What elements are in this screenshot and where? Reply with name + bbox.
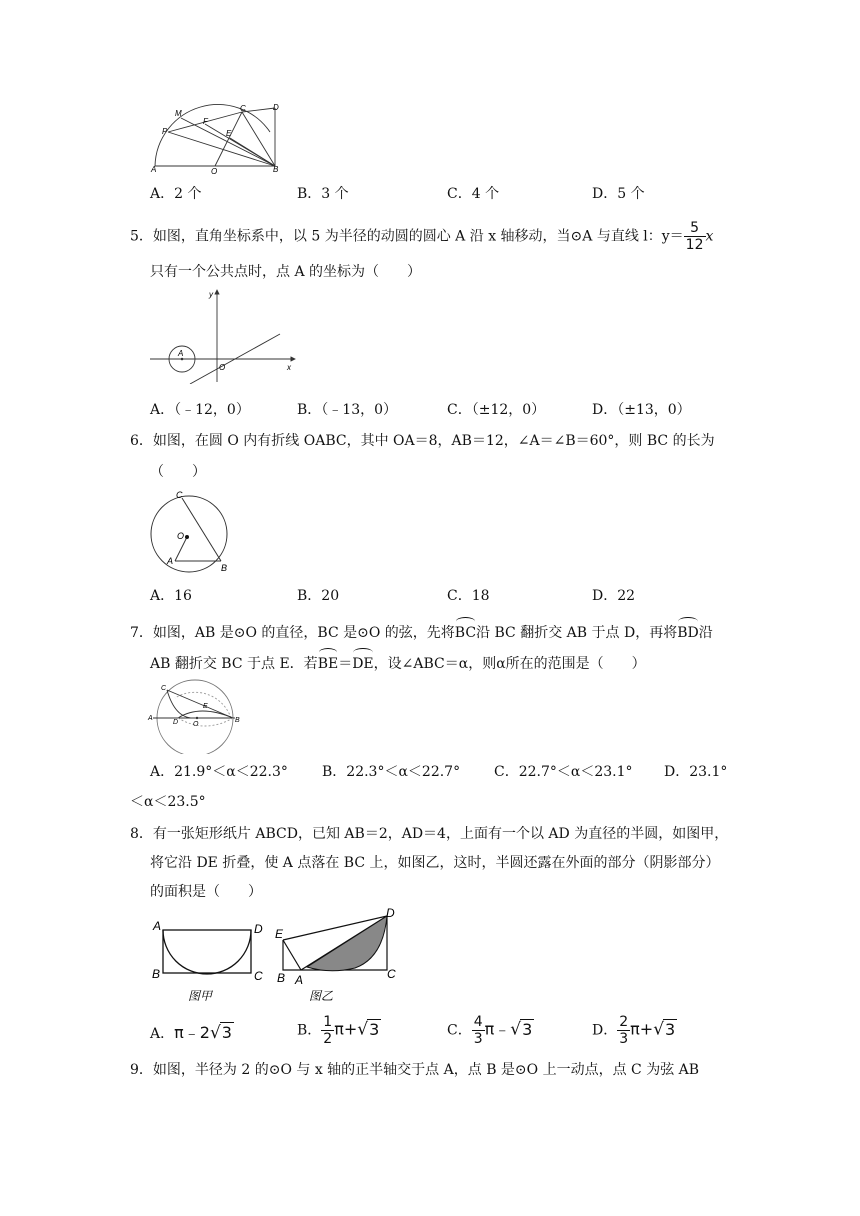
q8-option-c-mid: π﹣ [484,1019,511,1039]
q7-label-e: E [203,703,208,710]
q8-option-c-radicand: 3 [522,1019,533,1039]
q8-option-d[interactable] [592,1014,677,1047]
q7-option-b[interactable]: B．22.3°＜α＜22.7° [322,764,461,780]
q7-number: 7． [130,625,153,641]
q6-label-b: B [221,563,228,573]
q8-option-d-prefix: D． [592,1022,618,1039]
q6-option-a[interactable]: A．16 [150,588,192,604]
q8-fig1-label-b: B [152,967,161,981]
q8-option-b-den: 2 [323,1031,333,1047]
q4-label-p: P [162,127,168,136]
q8-option-a-radical-sign: √ [209,1023,221,1043]
q8-fig2-label-e: E [275,927,284,941]
q8-line2: 将它沿 DE 折叠，使 A 点落在 BC 上，如图乙，这时，半圆还露在外面的部分（阴影部分） [150,855,720,871]
q8-option-c-fraction [472,1014,485,1047]
q7-label-c: C [161,685,167,692]
q6-line1 [130,431,715,451]
q6-label-o: O [177,531,185,541]
q7-eq: ＝ [338,656,353,672]
q8-option-b-radical-sign: √ [357,1019,369,1040]
q8-option-a-prefix: A． [150,1026,175,1042]
q8-number: 8． [130,826,153,842]
q5-option-a[interactable]: A．（﹣12，0） [150,402,250,418]
q5-option-c[interactable]: C．（±12，0） [447,402,546,418]
q5-line1 [130,220,713,253]
q5-option-d[interactable]: D．（±13，0） [592,402,691,418]
q5-fraction [684,220,706,253]
q8-text-1: 有一张矩形纸片 ABCD，已知 AB＝2，AD＝4，上面有一个以 AD 为直径的半圆，如图甲， [152,826,729,842]
q5-label-x: x [287,363,291,372]
q8-option-b[interactable] [297,1014,381,1047]
q6-label-a: A [167,556,174,566]
q6-line2: （ ） [150,464,206,480]
q6-number: 6． [130,433,153,449]
q8-fig2-label-b: B [277,971,286,985]
q4-figure [145,100,285,178]
q6-option-c[interactable]: C．18 [447,588,490,604]
q8-fig1-caption: 图甲 [188,989,213,1003]
q8-option-d-radicand: 3 [665,1019,676,1039]
q4-option-a[interactable]: A．2 个 [150,186,202,202]
q5-label-y: y [209,290,213,299]
q6-option-b[interactable]: B．20 [297,588,340,604]
q8-figure-yi [275,906,405,1006]
q9-text-1: 如图，半径为 2 的⊙O 与 x 轴的正半轴交于点 A，点 B 是⊙O 上一动点，点 C 为弦 AB [152,1062,700,1078]
q4-option-d[interactable]: D．5 个 [592,186,645,202]
q8-fig2-label-a: A [295,973,304,987]
q8-option-b-radicand: 3 [369,1019,380,1039]
q5-line2: 只有一个公共点时，点 A 的坐标为（ ） [150,264,422,280]
q8-fig2-label-d: D [386,906,395,920]
q7-seg-5: ，设∠ABC＝α，则α所在的范围是（ ） [373,656,646,672]
q7-seg-3: 沿 [698,625,713,641]
q8-option-d-fraction [617,1014,630,1047]
q8-option-d-mid: π+ [630,1019,654,1039]
q7-label-a: A [148,715,153,722]
q7-label-d: D [173,719,179,726]
q5-frac-den: 12 [685,237,704,253]
q8-option-d-num: 2 [619,1014,629,1030]
q8-fig1-label-d: D [254,922,263,936]
q8-option-b-num: 1 [323,1014,333,1030]
q7-seg-4: AB 翻折交 BC 于点 E．若 [150,656,318,672]
q8-option-a-pre: π﹣2 [174,1023,210,1042]
q8-option-b-prefix: B． [297,1022,322,1039]
q6-option-d[interactable]: D．22 [592,588,636,604]
q4-option-c[interactable]: C．4 个 [447,186,500,202]
q6-figure [145,484,235,574]
q8-fig2-caption: 图乙 [309,989,334,1003]
q8-option-d-den: 3 [619,1031,629,1047]
q7-arc-be: BE [318,652,339,674]
q4-label-c: C [240,104,246,113]
q7-arc-bd: BD [677,621,699,643]
q7-label-b: B [235,717,240,724]
q8-option-c-radical-sign: √ [510,1019,522,1040]
q5-label-a: A [178,349,184,358]
q4-label-e: E [226,129,232,138]
q8-option-a-radicand: 3 [221,1023,232,1042]
q8-option-b-mid: π+ [334,1019,358,1039]
q5-figure [145,284,305,384]
q4-label-b: B [273,165,279,174]
q8-option-d-radical-sign: √ [653,1019,665,1040]
q7-line2 [150,652,646,674]
q8-option-a[interactable] [150,1022,234,1044]
q7-arc-de: DE [352,652,373,674]
q5-number: 5． [130,228,153,245]
q4-label-a: A [151,165,157,174]
q7-option-a[interactable]: A．21.9°＜α＜22.3° [150,764,288,780]
q5-frac-var: x [705,228,714,245]
q9-line1 [130,1060,699,1080]
q6-text-1: 如图，在圆 O 内有折线 OABC，其中 OA＝8，AB＝12，∠A＝∠B＝60°，则 BC 的长为 [152,433,715,449]
q4-label-o: O [211,167,218,176]
q8-option-b-fraction [321,1014,334,1047]
q7-option-d-continued: ＜α＜23.5° [130,794,206,810]
q7-option-d[interactable]: D．23.1° [664,764,728,780]
q7-line1 [130,621,713,643]
q7-arc-bc: BC [455,621,476,643]
q7-label-o: O [193,721,199,728]
q7-figure [145,678,245,754]
q7-seg-2: 沿 BC 翻折交 AB 于点 D，再将 [476,625,678,641]
q8-fig2-label-c: C [387,967,396,981]
q7-seg-1: 如图，AB 是⊙O 的直径，BC 是⊙O 的弦，先将 [152,625,455,641]
q7-option-c[interactable]: C．22.7°＜α＜23.1° [494,764,633,780]
q4-label-d: D [273,103,279,112]
q4-label-m: M [175,109,182,118]
q5-option-b[interactable]: B．（﹣13，0） [297,402,398,418]
q8-option-c-num: 4 [473,1014,483,1030]
q8-fig1-label-a: A [153,919,162,933]
q5-label-o: O [219,363,226,372]
q5-text-1: 如图，直角坐标系中，以 5 为半径的动圆的圆心 A 沿 x 轴移动，当⊙A 与直线 l：y＝ [152,228,684,245]
q4-label-f: F [203,117,208,126]
q8-line1 [130,824,728,844]
q8-option-c-den: 3 [473,1031,483,1047]
q4-option-b[interactable]: B．3 个 [297,186,349,202]
q8-figure-jia [145,912,275,1007]
q6-label-c: C [176,490,183,500]
q8-line3: 的面积是（ ） [150,884,262,900]
q8-option-c[interactable] [447,1014,534,1047]
q8-option-c-prefix: C． [447,1022,472,1039]
q5-frac-num: 5 [684,220,706,237]
q9-number: 9． [130,1062,153,1078]
q8-fig1-label-c: C [254,969,263,983]
